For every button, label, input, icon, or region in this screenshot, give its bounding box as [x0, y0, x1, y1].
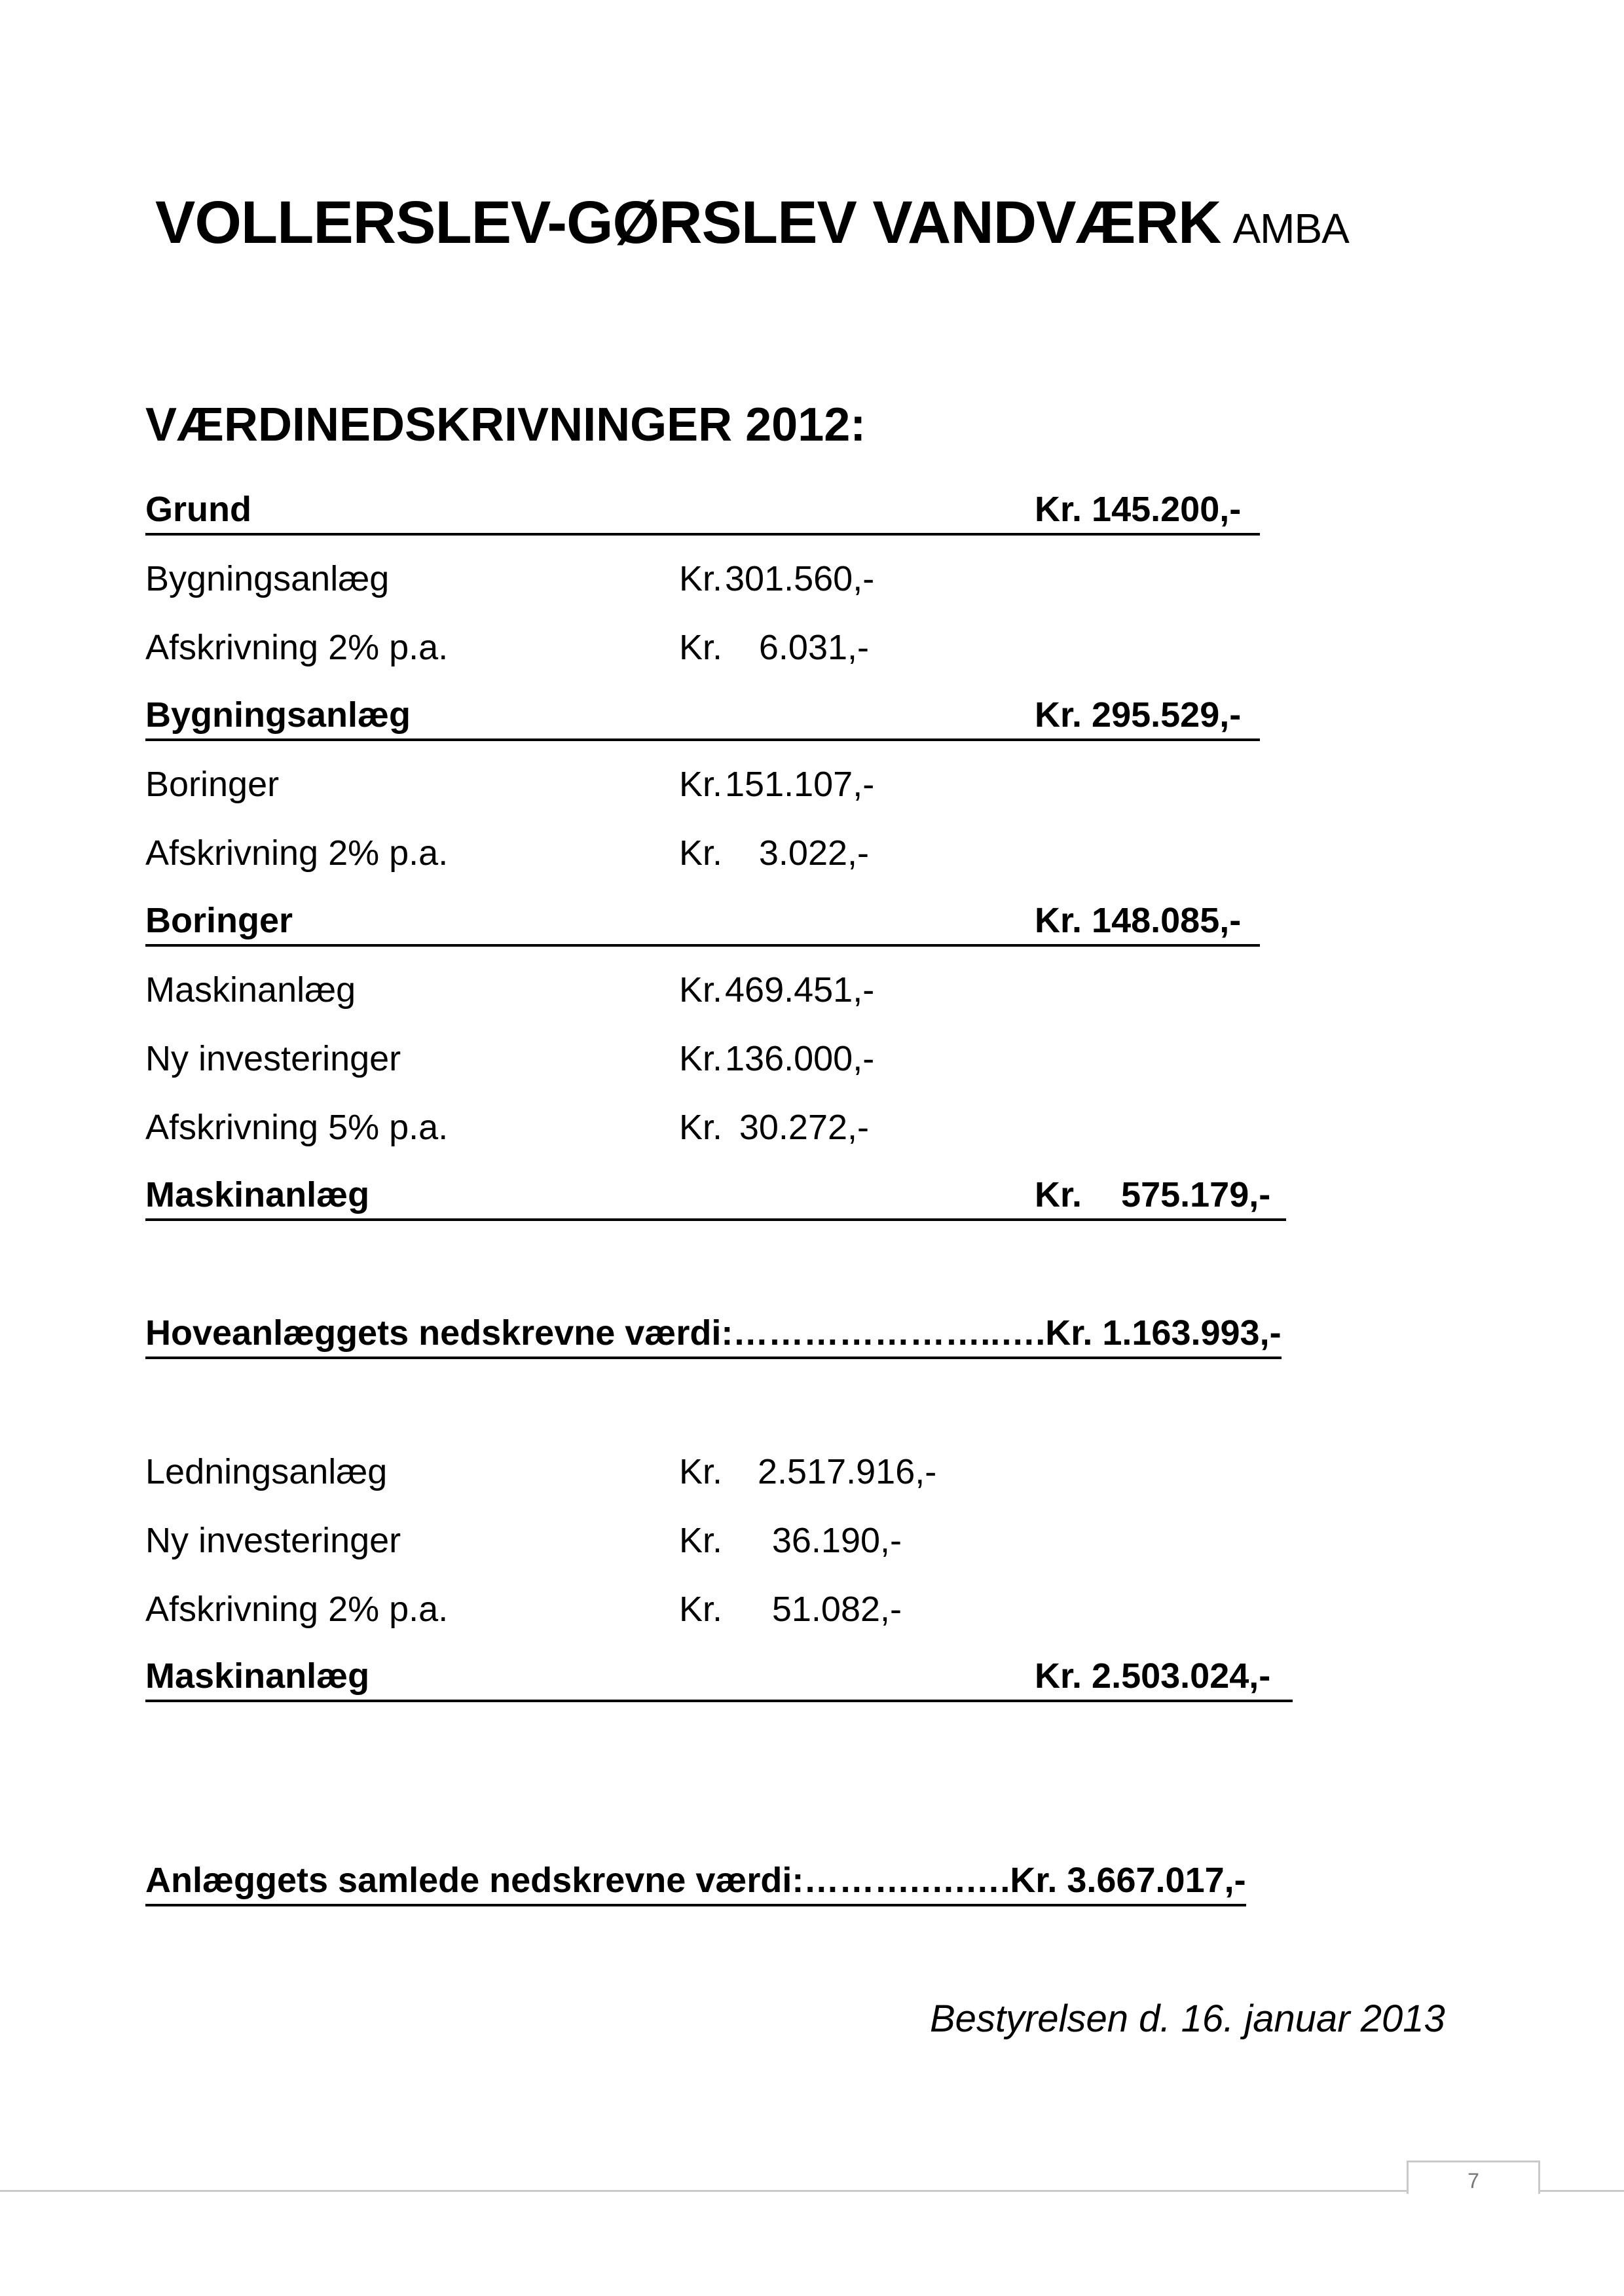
signature-line: Bestyrelsen d. 16. januar 2013: [930, 1997, 1445, 2040]
line-item-amount: 6.031,-: [758, 628, 869, 667]
line-item-amount: 136.000,-: [725, 1039, 875, 1078]
line-item-amount: 36.190,-: [771, 1521, 902, 1560]
line-item-label: Ledningsanlæg: [145, 1452, 388, 1491]
currency-label: Kr.: [679, 628, 723, 667]
line-item-label: Afskrivning 2% p.a.: [145, 833, 449, 873]
main-works-total: Hoveanlæggets nedskrevne værdi:…………………..….Kr. 1.163.993,-: [145, 1309, 1282, 1359]
subtotal-value: Kr. 148.085,-: [1035, 901, 1242, 940]
subtotal-label: Bygningsanlæg: [145, 695, 411, 735]
subtotal-row-network: [145, 1652, 1293, 1702]
line-item-amount: 469.451,-: [725, 970, 875, 1010]
subtotal-row-maskinanlaeg: [145, 1171, 1286, 1221]
line-item-label: Bygningsanlæg: [145, 559, 390, 598]
subtotal-row-boringer: [145, 897, 1260, 947]
currency-label: Kr.: [679, 970, 723, 1010]
document-heading: VÆRDINEDSKRIVNINGER 2012:: [145, 399, 866, 451]
subtotal-value: Kr. 145.200,-: [1035, 490, 1242, 529]
footer-divider: [0, 2190, 1624, 2192]
line-item-amount: 30.272,-: [739, 1108, 869, 1147]
line-item-label: Ny investeringer: [145, 1039, 401, 1078]
currency-label: Kr.: [679, 1452, 723, 1491]
subtotal-row-grund: [145, 486, 1260, 536]
currency-label: Kr.: [679, 1590, 723, 1629]
subtotal-label: Maskinanlæg: [145, 1175, 370, 1214]
subtotal-label: Maskinanlæg: [145, 1656, 370, 1696]
organization-suffix: AMBA: [1232, 205, 1349, 252]
currency-label: Kr.: [679, 1521, 723, 1560]
currency-label: Kr.: [679, 559, 723, 598]
organization-name: [155, 189, 1349, 257]
line-item-label: Ny investeringer: [145, 1521, 401, 1560]
line-item-label: Afskrivning 2% p.a.: [145, 628, 449, 667]
currency-label: Kr.: [679, 765, 723, 804]
subtotal-row-bygningsanlaeg: [145, 691, 1260, 741]
subtotal-value: Kr. 295.529,-: [1035, 695, 1242, 735]
line-item-label: Boringer: [145, 765, 280, 804]
line-item-amount: 301.560,-: [725, 559, 875, 598]
subtotal-label: Grund: [145, 490, 251, 529]
line-item-label: Afskrivning 5% p.a.: [145, 1108, 449, 1147]
line-item-amount: 51.082,-: [771, 1590, 902, 1629]
currency-label: Kr.: [679, 1039, 723, 1078]
line-item-amount: 151.107,-: [725, 765, 875, 804]
currency-label: Kr.: [679, 1108, 723, 1147]
line-item-amount: 2.517.916,-: [758, 1452, 937, 1491]
subtotal-label: Boringer: [145, 901, 293, 940]
subtotal-value: Kr. 575.179,-: [1035, 1175, 1271, 1214]
line-item-label: Maskinanlæg: [145, 970, 356, 1010]
line-item-label: Afskrivning 2% p.a.: [145, 1590, 449, 1629]
grand-total: Anlæggets samlede nedskrevne værdi:……….….….Kr. 3.667.017,-: [145, 1857, 1246, 1906]
organization-title: VOLLERSLEV-GØRSLEV VANDVÆRK: [155, 189, 1221, 256]
page-number: 7: [1407, 2160, 1540, 2194]
currency-label: Kr.: [679, 833, 723, 873]
line-item-amount: 3.022,-: [758, 833, 869, 873]
subtotal-value: Kr. 2.503.024,-: [1035, 1656, 1271, 1696]
